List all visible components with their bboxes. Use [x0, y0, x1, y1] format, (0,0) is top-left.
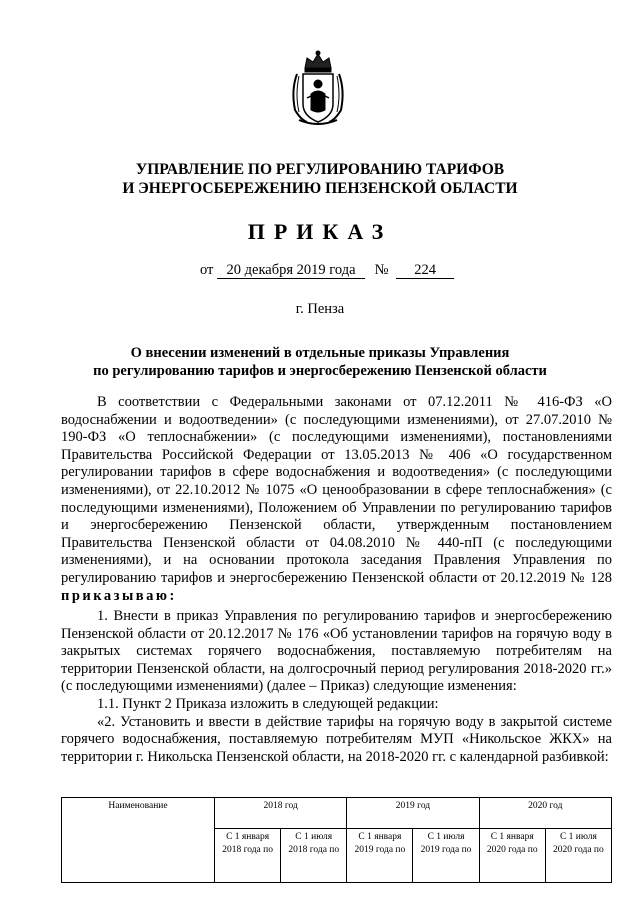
- period-start: С 1 июля: [427, 832, 465, 843]
- period-header: [545, 829, 611, 883]
- period-header: [281, 829, 347, 883]
- column-header-year-2018: 2018 год: [215, 798, 347, 829]
- preamble-text: В соответствии с Федеральными законами от 07.12.2011 № 416-ФЗ «О водоснабжении и водоотведении» (с последующими изменениями), от 27.07.2010 № 190-ФЗ «О теплоснабжении» (с последующими изменениями), постановлениями Правительства Российской Федерации от 13.05.2013 № 406 «О государственном регулировании тарифов в сфере водоснабжения и водоотведения» (с последующими изменениями), от 22.10.2012 № 1075 «О ценообразовании в сфере теплоснабжения» (с последующими изменениями), Положением об Управлении по регулированию тарифов и энергосбережению Пензенской области, утвержденным постановлением Правительства Пензенской области от 04.08.2010 № 440-пП (с последующими изменениями), и на основании протокола заседания Правления Управления по регулированию тарифов и энергосбережению Пензенской области от 20.12.2019 № 128: [61, 394, 612, 586]
- tariff-table: [61, 797, 612, 883]
- item-1-block: [61, 608, 612, 766]
- period-end: 2020 года по: [486, 845, 538, 856]
- date-number-line: [200, 262, 454, 279]
- period-header: [479, 829, 545, 883]
- period-start: С 1 июля: [559, 832, 597, 843]
- period-end: 2020 года по: [553, 845, 604, 856]
- document-type-title: ПРИКАЗ: [247, 219, 393, 244]
- order-number: 224: [396, 262, 454, 279]
- item-1-paragraph: 1. Внести в приказ Управления по регулированию тарифов и энергосбережению Пензенской области от 20.12.2017 № 176 «Об установлении тарифов на горячую воду в закрытых системах горячего водоснабжения, поставляемую потребителям на территории Пензенской области, на долгосрочный период регулирования 2018-2020 гг.» (с последующими изменениями) (далее – Приказ) следующие изменения:: [61, 608, 612, 695]
- order-date: 20 декабря 2019 года: [217, 262, 365, 279]
- period-start: С 1 января: [490, 832, 534, 843]
- org-name-line-2: И ЭНЕРГОСБЕРЕЖЕНИЮ ПЕНЗЕНСКОЙ ОБЛАСТИ: [122, 180, 518, 197]
- column-header-name: Наименование: [62, 798, 215, 883]
- org-name-line-1: УПРАВЛЕНИЕ ПО РЕГУЛИРОВАНИЮ ТАРИФОВ: [135, 161, 505, 178]
- period-start: С 1 июля: [295, 832, 333, 843]
- document-body: [61, 394, 612, 605]
- column-header-year-2020: 2020 год: [479, 798, 611, 829]
- preamble-paragraph: [61, 394, 612, 605]
- period-header: [413, 829, 479, 883]
- subject-line-1: О внесении изменений в отдельные приказы Управления: [130, 345, 510, 361]
- period-start: С 1 января: [358, 832, 402, 843]
- period-end: 2019 года по: [420, 845, 472, 856]
- period-header: [215, 829, 281, 883]
- period-end: 2018 года по: [222, 845, 273, 856]
- column-header-year-2019: 2019 год: [347, 798, 479, 829]
- item-2-quote-paragraph: «2. Установить и ввести в действие тарифы на горячую воду в закрытой системе горячего водоснабжения, поставляемую потребителям МУП «Никольское ЖКХ» на территории г. Никольска Пензенской области, на 2018-2020 гг. с календарной разбивкой:: [61, 713, 612, 765]
- coat-of-arms-emblem: [287, 50, 349, 126]
- date-prefix: от: [200, 262, 214, 278]
- period-end: 2018 года по: [288, 845, 340, 856]
- table-header-row-years: [62, 798, 612, 829]
- city-name: г. Пенза: [295, 301, 345, 317]
- subject-line-2: по регулированию тарифов и энергосбережению Пензенской области: [93, 363, 547, 379]
- orders-word: приказываю:: [61, 587, 177, 604]
- item-1-1-paragraph: 1.1. Пункт 2 Приказа изложить в следующей редакции:: [97, 695, 439, 712]
- period-end: 2019 года по: [354, 845, 406, 856]
- period-start: С 1 января: [226, 832, 270, 843]
- period-header: [347, 829, 413, 883]
- number-prefix: №: [374, 262, 389, 278]
